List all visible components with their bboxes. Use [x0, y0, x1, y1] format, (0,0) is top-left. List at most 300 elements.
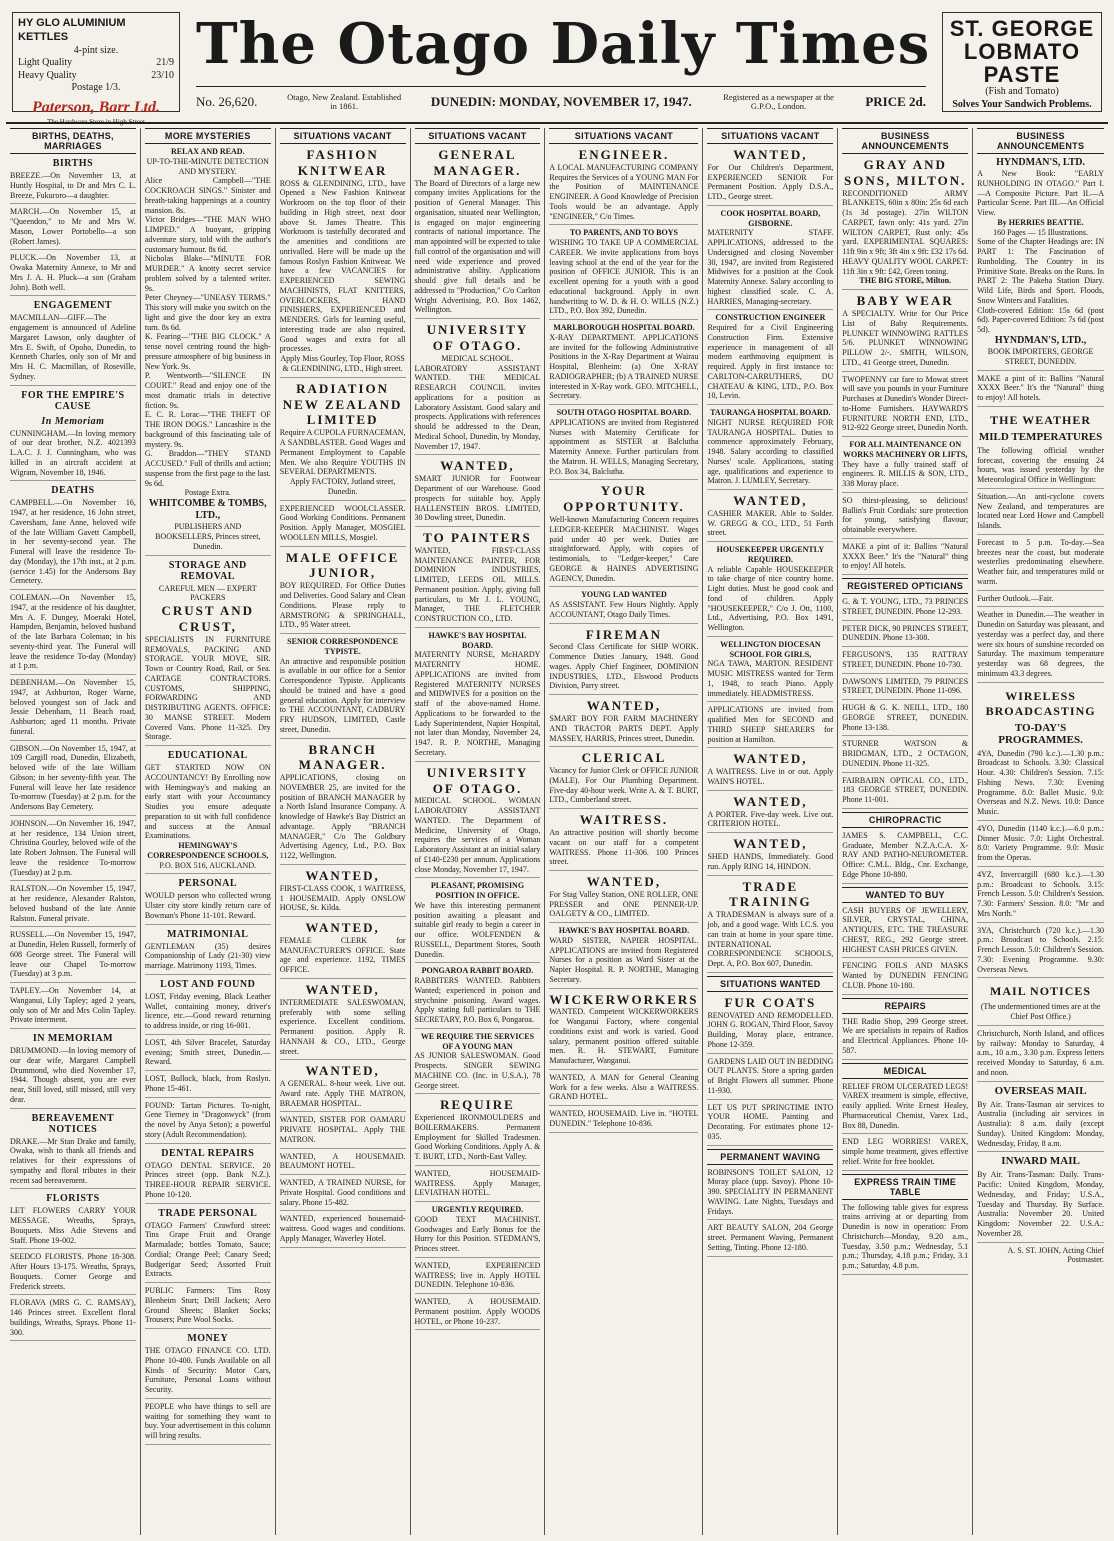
- weather-section: [977, 413, 1104, 683]
- job-advert: WANTED, A TRAINED NURSE, for Private Hospital. Good conditions and salary. Phone 15-482.: [280, 1178, 406, 1211]
- job-advert: [280, 920, 406, 979]
- book-listing: Victor Bridges—"THE MAN WHO LIMPED." A buoyant, gripping adventure story, told with the author's customary humour. 8s 6d.: [144, 215, 271, 254]
- book-listing: Nicholas Blake—"MINUTE FOR MURDER." A knotty secret service problem solved by a talented writer. 9s.: [144, 254, 271, 293]
- advert-body: WANTED. Competent WICKERWORKERS for Wanganui Factory, where congenial conditions exist and work is varied. Good salary, permanent position offered suitable men. R. H. STEWART, Furniture Manufacturer, Wanganui.: [549, 1007, 699, 1066]
- advert: END LEG WORRIES! VAREX, simple home treatment, gives effective relief. Write for free booklet.: [842, 1137, 968, 1170]
- mail-signature: A. S. ST. JOHN, Acting Chief Postmaster.: [1007, 1245, 1104, 1265]
- job-advert: [549, 698, 698, 747]
- advert: LET US PUT SPRINGTIME INTO YOUR HOME. Painting and Decorating. For estimates phone 12-035.: [707, 1103, 833, 1146]
- issue-number: No. 26,620.: [196, 94, 258, 110]
- firm-name: HYNDMAN'S, LTD.: [996, 157, 1085, 168]
- advert-body: MEDICAL SCHOOL. WOMAN LABORATORY ASSISTANT WANTED. The Department of Medicine, University of Otago, requires the services of a Woman Laboratory Assistant at an initial salary of £140-£230 per annum. Applications close Monday, November 17, 1947.: [414, 796, 541, 874]
- dateline-bar: [196, 86, 926, 112]
- notice: TAPLEY.—On November 14, at Wanganui, Lily Tapley; aged 2 years, only son of Mr and Mrs Colin Tapley. Private interment.: [10, 986, 136, 1029]
- section-heading: MATRIMONIAL: [167, 928, 249, 940]
- job-advert: [549, 926, 698, 989]
- advert-body: Vacancy for Junior Clerk or OFFICE JUNIOR (MALE). For Our Plumbing Department. Five-day 40-hour week. Write A. & T. BURT, LTD., Cumberland street.: [549, 766, 699, 805]
- notice: CUNNINGHAM.—In loving memory of our dear brother, N.Z. 4021393 L.A.C. J. J. Cunningham, who was killed in an aircraft accident at Wigram, November 18, 1946.: [10, 429, 136, 482]
- job-advert: [415, 1097, 541, 1166]
- section-heading: PERSONAL: [178, 878, 237, 890]
- firm-address: P.O. BOX 516, AUCKLAND.: [159, 860, 257, 870]
- advert: FENCING FOILS AND MASKS Wanted by DUNEDIN FENCING CLUB. Phone 10-180.: [842, 961, 968, 994]
- optician-listing: PETER DICK, 90 PRINCES STREET, DUNEDIN. Phone 13-308.: [842, 624, 968, 648]
- advert-lead: WE REQUIRE THE SERVICES OF A YOUNG MAN: [420, 1031, 535, 1051]
- job-advert: WANTED, A HOUSEMAID. Permanent position. Apply WOODS HOTEL, or Phone 10-237.: [415, 1297, 541, 1330]
- business-advert: TWOPENNY car fare to Mowat street will save you pounds in your Furniture Purchases at Dunedin's Wonder Direct-to-Home Furnishers. HAYWARD'S FURNITURE NORTH END, LTD., 912-922 George street, Dunedin North.: [842, 375, 968, 438]
- business-advert: [842, 440, 968, 493]
- section-heading: MONEY: [187, 1333, 229, 1345]
- column-heading: SITUATIONS VACANT: [415, 128, 541, 144]
- kettle-brand-logo: Paterson, Barr Ltd.: [31, 98, 160, 116]
- job-advert: [707, 794, 833, 833]
- mail-text: By Air. Trans-Tasman air services to Australia (including air services in Australia): 8 a.m. daily (except Sunday). United Kingdom: Monday, Wednesday, Friday, 8 a.m.: [977, 1100, 1104, 1153]
- job-advert: [707, 408, 833, 490]
- job-advert: [549, 147, 698, 225]
- notice: CAMPBELL.—On November 16, 1947, at her residence, 16 John street, Caversham, Jane Anne, beloved wife of the late William Gavett Campbell, in her seventy-second year. The Funeral will leave the residence To-day (Monday), the 17th inst., at 2 p.m. (service 1.45) for the Andersons Bay Cemetery.: [10, 498, 136, 590]
- notice: WOULD person who collected wrong Ulster city store kindly return care of Bowman's Phone 11-101. Reward.: [145, 891, 271, 924]
- mail-text: Christchurch, North Island, and offices by railway: Monday to Saturday, 4 a.m., 10 a.m., 3.30 p.m. Express letters received Monday to Saturday, 6 a.m. and noon.: [977, 1029, 1104, 1082]
- notice: OTAGO DENTAL SERVICE. 20 Princes street (opp. Bank N.Z.). THREE-HOUR REPAIR SERVICE. Phone 10-120.: [145, 1161, 271, 1204]
- advert-lead: UNIVERSITY OF OTAGO.: [426, 764, 529, 796]
- book-price: Cloth-covered Edition: 15s 6d (post 6d). Paper-covered Edition: 7s 6d (post 5d).: [977, 305, 1104, 335]
- section-heading: FOR THE EMPIRE'S CAUSE: [21, 389, 125, 412]
- optician-listing: FERGUSON'S, 135 RATTRAY STREET, DUNEDIN. Phone 10-730.: [842, 650, 968, 674]
- advert-body: SPECIALISTS IN FURNITURE REMOVALS, PACKING AND STORAGE. YOUR MOVE, SIR. Town or Country Road, Rail, or Sea. CARTAGE CONTRACTORS. CUSTOMS, SHIPPING, FORWARDING AND DISTRIBUTING AGENTS. OFFICE: 30 MANSE STREET. Modern Covered Vans. Phone 11-325. Dry Storage.: [144, 634, 271, 742]
- advert-body: For Our Children's Department, EXPERIENCED SENIOR For Permanent Position. Apply D.S.A., LTD., George street.: [707, 162, 834, 202]
- job-advert: [415, 1032, 541, 1095]
- inward-heading: INWARD MAIL: [1001, 1155, 1080, 1168]
- notice: PUBLIC Farmers: Tins Rosy Blenheim Sturt; Drill Jackets; Aero Ground Sheets; Blanket Socks; Trousers; Pure Wool Socks.: [145, 1286, 271, 1329]
- storage-advert: [145, 584, 271, 746]
- optician-listing: FAIRBAIRN OPTICAL CO., LTD., 183 GEORGE STREET, DUNEDIN. Phone 11-001.: [842, 776, 968, 809]
- newspaper-title: The Otago Daily Times: [196, 11, 931, 77]
- advert-body: FIRST-CLASS COOK, 1 WAITRESS, 1 HOUSEMAID. Apply ONSLOW HOUSE, St. Kilda.: [279, 883, 406, 913]
- advert-lead: FIREMAN: [585, 626, 662, 642]
- firm-address: BOOK IMPORTERS, GEORGE STREET, DUNEDIN.: [987, 347, 1094, 366]
- advert-body: SMART BOY FOR FARM MACHINERY AND TRACTOR PARTS DEPT. Apply MASSEY, HARRIS, Princes street, Dunedin.: [549, 714, 699, 743]
- advert-apply: Apply FACTORY, Jutland street, Dunedin.: [289, 477, 396, 496]
- firm-name: CRUST AND CRUST,: [161, 603, 255, 634]
- advert-lead: COOK HOSPITAL BOARD, GISBORNE.: [720, 208, 821, 228]
- advert-body: GET STARTED NOW ON ACCOUNTANCY! By Enrolling now with Hemingway's and making an early start with your Accountancy Studies you ensure adequate preparation to sit with full confidence and success at the Annual Examinations.: [144, 763, 271, 841]
- job-advert: [549, 812, 698, 871]
- lobmato-line2: LOBMATO: [963, 39, 1081, 65]
- section-heading: ENGAGEMENT: [33, 300, 113, 312]
- established-line: Otago, New Zealand. Established in 1861.: [287, 92, 402, 112]
- registration-line: Registered as a newspaper at the G.P.O., London.: [723, 92, 834, 112]
- book-listing: Alice Campbell—"THE COCKROACH SINGS." Sinister and breath-taking happenings at a country mansion. 8s.: [144, 176, 271, 215]
- weather-text: Situation.—An anti-cyclone covers New Zealand, and temperatures are located near Lord Howe and Campbell Islands.: [977, 492, 1104, 535]
- notice: OTAGO Farmers' Crawford street: Tins Grape Fruit and Orange Marmalade; bottles Tomato, Sauce; Cordial; Orange Peel; Canary Seed; Budgerigar Seed; Assorted Fruit Extracts.: [145, 1221, 271, 1284]
- column-5: [545, 128, 703, 1535]
- advert: RELIEF FROM ULCERATED LEGS! VAREX treatment is simple, effective, easily applied. Write Ernest Healey, Pharmaceutical Chemist, Varex Ltd., Box 88, Dunedin.: [842, 1082, 968, 1135]
- job-advert: [415, 765, 541, 879]
- job-advert: [415, 631, 541, 762]
- advert-lead: WANTED,: [305, 981, 380, 997]
- advert-apply: Apply Miss Gourley, Top Floor, ROSS & GLENDINING, LTD., High street.: [280, 354, 405, 373]
- advert-lead: WANTED,: [733, 493, 808, 509]
- business-advert: [842, 293, 968, 371]
- optician-listing: G. & T. YOUNG, LTD., 73 PRINCES STREET, DUNEDIN. Phone 12-293.: [842, 597, 968, 621]
- job-advert: [280, 742, 406, 865]
- advert-lead: REQUIRE: [440, 1097, 515, 1113]
- job-advert: [549, 874, 698, 923]
- advert: CASH BUYERS OF JEWELLERY, SILVER, CRYSTAL, CHINA, ANTIQUES, ETC. THE TREASURE CHEST, REG., 292 George street. HIGHEST CASH PRICES GIVEN.: [842, 906, 968, 959]
- advert-body: Second Class Certificate for SHIP WORK. Commence Duties January, 1948. Good wages. Apply Chief Engineer, DOMINION INDUSTRIES, LTD., Elswood Products Division, Parry street.: [549, 642, 699, 691]
- advert: THE Radio Shop, 299 George street. We are specialists in repairs of Radios and Electrical Appliances. Phone 10-587.: [842, 1017, 968, 1060]
- programme-listing: 4YO, Dunedin (1140 k.c.).—6.0 p.m.: Dinner Music. 7.0: Light Orchestral. 8.0: Variety Programme. 9.0: Music from the Operas.: [977, 824, 1104, 867]
- advert-body: We have this interesting permanent position awaiting a pleasant and suitable girl ready to begin a career in our office. WOLFENDEN & RUSSELL, Department Stores, South Dunedin.: [414, 900, 541, 959]
- section-heading: LOST AND FOUND: [160, 978, 256, 990]
- kettle-size: 4-pint size.: [73, 44, 119, 56]
- advert-body: SMART JUNIOR for Footwear Department of our Warehouse. Good prospects for suitable boy. Apply HALLENSTEIN BROS. LIMITED, 30 Dowling street, Dunedin.: [414, 474, 541, 523]
- section-heading: TRADE PERSONAL: [158, 1207, 258, 1219]
- advert-body: APPLICATIONS, closing on NOVEMBER 25, are invited for the position of BRANCH MANAGER by a North Island Insurance Company. A knowledge of Hawke's Bay District an advantage. Apply "BRANCH MANAGER," C/o The Goldbury Advertising Agency, Ltd., P.O. Box 1122, Wellington.: [279, 773, 406, 861]
- optician-listing: HUGH & G. K. NEILL, LTD., 180 GEORGE STREET, DUNEDIN. Phone 13-138.: [842, 703, 968, 736]
- section-heading: DEATHS: [51, 485, 95, 497]
- column-2: [141, 128, 276, 1535]
- advert-body: An attractive and responsible position is available in our office for a Senior Correspondence Typiste. Applicants should be trained and have a good general education. Apply for interview to THE ACCOUNTANT, CADBURY FRY HUDSON, LIMITED, Castle street, Dunedin.: [279, 656, 406, 734]
- column-heading: BUSINESS ANNOUNCEMENTS: [977, 128, 1104, 154]
- wireless-heading: WIRELESS BROADCASTING: [985, 688, 1096, 718]
- advert-lead: WANTED,: [733, 836, 808, 852]
- kettle-light-label: Light Quality: [18, 57, 73, 68]
- job-advert: [415, 530, 541, 628]
- advert-lead: TAURANGA HOSPITAL BOARD.: [710, 408, 831, 418]
- advert-body: RENOVATED AND REMODELLED. JOHN G. ROGAN, Third Floor, Savoy Building, Moray place, entrance. Phone 12-359.: [707, 1010, 834, 1049]
- job-advert: [549, 627, 698, 696]
- advert-body: A LOCAL MANUFACTURING COMPANY Requires the Services of a YOUNG MAN For the Position of MAINTENANCE ENGINEER. A Good Knowledge of Precision Tools would be an advantage. Apply "ENGINEER," C/o Times.: [549, 162, 699, 221]
- kettle-heading: HY GLO ALUMINIUM KETTLES: [18, 17, 126, 43]
- notice: GIBSON.—On November 15, 1947, at 109 Cargill road, Dunedin, Elizabeth, beloved wife of the late William Gibson; in her seventy-fifth year. The Funeral will leave her late residence To-morrow (Tuesday) at 2 p.m. for the Andersons Bay Cemetery.: [10, 744, 136, 816]
- advert-body: ROSS & GLENDINING, LTD., have Opened a New Fashion Knitwear Workroom on the top floor of their building in High street, next door above St. James Theatre. This Workroom is tastefully decorated and the amenities and conditions are unrivalled. Here will be made up the famous Roslyn Fashion Knitwear. We have a few VACANCIES for EXPERIENCED SEWING MACHINISTS, FLAT KNITTERS, OVERLOCKERS, HAND FINISHERS, EXPERIENCED and MENDERS. Girls for learning useful, interesting trade are also required. Good wages and extra for all processes.: [279, 178, 406, 354]
- advert-lead: BABY WEAR: [856, 293, 954, 309]
- job-advert: [707, 640, 833, 703]
- advert-body: The Board of Directors of a large new company invites Applications for the position of General Manager. This organisation, situated near Wellington, is engaged on major engineering contracts of national importance. The man appointed will be expected to take full control of the organisation and will need wide experience and proved administrative ability. Applications should give full details and be addressed to "Production," C/o Carlton Wright Advertising, P.O. Box 1462, Wellington.: [414, 178, 541, 315]
- job-advert: [280, 1063, 406, 1112]
- job-advert: [549, 750, 698, 809]
- advert-lead: WANTED,: [586, 874, 662, 890]
- section-heading: WANTED TO BUY: [842, 887, 968, 903]
- advert-body: A WAITRESS. Live in or out. Apply WAIN'S HOTEL.: [707, 767, 834, 787]
- notice: FOUND: Tartan Pictures. To-night, Gene Tierney in "Dragonwyck" (from the novel by Anya Seton); a powerful story (Adult Recommendation).: [145, 1101, 271, 1144]
- job-advert: [415, 881, 541, 963]
- advert-lead: WAITRESS.: [579, 812, 669, 828]
- advert-body: Required for a Civil Engineering Construction Firm. Extensive experience in management of all modern earthmoving equipment is required. Apply in first instance to: CARLTON-CARRUTHERS, DU CHATEAU & KING, LTD., P.O. Box 10, Levin.: [707, 323, 834, 401]
- optician-listing: DAWSON'S LIMITED, 79 PRINCES STREET, DUNEDIN. Phone 11-096.: [842, 677, 968, 701]
- column-heading: SITUATIONS VACANT: [549, 128, 698, 144]
- advert: GARDENS LAID OUT IN BEDDING OUT PLANTS. Store a spring garden of Bright Flowers all summer. Phone 11-930.: [707, 1057, 833, 1100]
- advert-body: WISHING TO TAKE UP A COMMERCIAL CAREER. We invite applications from boys leaving school at the end of the year for the position of OFFICE JUNIOR. This is an excellent opening for a youth with a good educational background. Apply in own handwriting to W. D. & H. O. WILLS (N.Z.) LTD., P.O. Box 392, Dunedin.: [549, 238, 699, 316]
- lobmato-line3: PASTE: [983, 62, 1061, 88]
- advert-body: SHED HANDS, Immediately. Good run. Apply RING 14, HINDON.: [707, 852, 834, 871]
- advert-body: RABBITERS WANTED. Rabbiters Wanted; experienced in poison and strychnine poisoning. Award wages. Apply stating full particulars to THE SECRETARY, P.O. Box 6, Pongaroa.: [414, 976, 541, 1025]
- column-6: [703, 128, 838, 1535]
- advert-body: FEMALE CLERK for MANUFACTURER'S OFFICE. State age and experience. 1192, TIMES OFFICE.: [279, 935, 406, 975]
- advert-body: A GENERAL. 8-hour week. Live out. Award rate. Apply THE MATRON, BRAEMAR HOSPITAL.: [279, 1079, 406, 1108]
- advert-lead: WANTED,: [305, 1063, 380, 1079]
- mail-section: [977, 984, 1104, 1268]
- section-heading: SITUATIONS WANTED: [707, 976, 833, 992]
- book-listing: Peter Cheyney—"UNEASY TERMS." This story will make you switch on the light and give the door key an extra turn. 8s 6d.: [144, 293, 271, 332]
- section-heading: CHIROPRACTIC: [842, 812, 968, 828]
- section-heading: BIRTHS: [52, 158, 94, 169]
- job-advert: [707, 836, 833, 875]
- notice: LOST, Bullock, black, from Roslyn. Phone 15-461.: [145, 1074, 271, 1098]
- job-advert: [549, 590, 698, 623]
- job-advert: [415, 458, 541, 527]
- advert-lead: TRADE TRAINING: [729, 878, 812, 910]
- column-heading: SITUATIONS VACANT: [707, 128, 833, 144]
- advert-lead: CLERICAL: [581, 750, 667, 766]
- advert-body: LABORATORY ASSISTANT WANTED. THE MEDICAL RESEARCH COUNCIL invites applications for a position as Laboratory Assistant. Good salary and prospects. Applications with references should be addressed to the Dean, Medical School, Dunedin, by Monday, November 17, 1947.: [414, 363, 541, 451]
- advert-lead: SOUTH OTAGO HOSPITAL BOARD.: [556, 408, 692, 418]
- notice: SEEDCO FLORISTS. Phone 18-308. After Hours 13-175. Wreaths, Sprays, Bouquets. Corner George and Frederick streets.: [10, 1252, 136, 1295]
- advert: ROBINSON'S TOILET SALON, 12 Moray place (upp. Savoy). Phone 10-390. SPECIALITY IN PERMANENT WAVING. Late Nights, Tuesdays and Fridays.: [707, 1168, 833, 1221]
- job-advert: [280, 868, 406, 917]
- advert-lead: TO PAINTERS: [423, 530, 532, 546]
- kettle-light-price: 21/9: [156, 57, 174, 68]
- notice: LET FLOWERS CARRY YOUR MESSAGE. Wreaths, Sprays, Bouquets. Miss Adie Stevens and Staff. Phone 19-002.: [10, 1206, 136, 1249]
- advert-lead: PLEASANT, PROMISING POSITION IN OFFICE.: [430, 881, 525, 901]
- advert-body: Require A CUPOLA FURNACEMAN, A SANDBLASTER. Good Wages and Permanent Employment to Capable Men. We also Require YOUTHS IN SEVERAL DEPARTMENTS.: [279, 428, 406, 477]
- advert-lead: WANTED,: [733, 147, 808, 162]
- wireless-subheading: TO-DAY'S PROGRAMMES.: [998, 721, 1083, 746]
- kettle-postage: Postage 1/3.: [71, 82, 121, 93]
- advert-body: INTERMEDIATE SALESWOMAN, preferably with some selling experience. Excellent conditions. Permanent position. Apply R. HANNAH & CO., LTD., George street.: [279, 997, 406, 1056]
- advert-lead: GRAY AND SONS, MILTON.: [843, 157, 967, 188]
- advert-lead: UNIVERSITY OF OTAGO.: [426, 322, 529, 354]
- advert-lead: WELLINGTON DIOCESAN SCHOOL FOR GIRLS,: [720, 639, 821, 659]
- advert-lead: BRANCH MANAGER.: [298, 741, 387, 773]
- advert-body: WARD SISTER, NAPIER HOSPITAL. APPLICATIONS are invited from Registered Nurses for a position as Ward Sister at the Napier Hospital. R. P. NORTHE, Managing Secretary.: [549, 935, 699, 984]
- advert-body: APPLICATIONS are invited from Registered Nurses with Maternity Certificate for appointment as SISTER at Balclutha Maternity Annexe. Further particulars from the Matron. H. WELLS, Managing Secretary, P.O. Box 34, Balclutha.: [549, 417, 699, 476]
- advert: JAMES S. CAMPBELL, C.C. Graduate, Member N.Z.A.C.A. X-RAY AND PATHO-NEUROMETER. Office: C.M.L. Bldg., Cnr. Exchange, Edge Phone 10-880.: [842, 831, 968, 884]
- job-advert: APPLICATIONS are invited from qualified Men for SECOND and THIRD SHEEP SHEARERS for position at Hamilton.: [707, 705, 833, 748]
- book-listing: K. Fearing—"THE BIG CLOCK." A tense novel centring round the high-pressure atmosphere of big business in New York. 9s.: [144, 332, 271, 371]
- advert-lead: URGENTLY REQUIRED.: [431, 1205, 524, 1215]
- job-advert: [707, 147, 833, 206]
- advert-body: GOOD TEXT MACHINIST. Goodwages and Early Bonus for the Hurry for this Position. STEDMAN'S, Princes street.: [414, 1214, 541, 1254]
- advert-lead: MALE OFFICE JUNIOR,: [285, 549, 400, 581]
- advert-body: AS ASSISTANT. Few Hours Nightly. Apply ACCOUNTANT, Otago Daily Times.: [549, 600, 699, 619]
- timetable: The following table gives for express trains arriving at or departing from Dunedin is now in operation: From Christchurch—Monday, 9.20 a.m., Tuesday, 3.50 p.m.; Wednesday, 5.1 p.m.; Thursday, 4.18 p.m.; Friday, 3.1 p.m.; Saturday, 4.8 p.m.: [842, 1203, 968, 1275]
- section-subheading: In Memoriam: [41, 415, 105, 427]
- job-advert: [415, 1205, 541, 1258]
- advert-lead: YOUNG LAD WANTED: [581, 590, 667, 600]
- book-listing: E. C. R. Lorac—"THE THEFT OF THE IRON DOGS." Lancashire is the background of this fascinating tale of mystery. 9s.: [144, 410, 271, 449]
- job-advert: [707, 751, 833, 790]
- firm-name: HYNDMAN'S, LTD.,: [994, 334, 1087, 346]
- firm-address: PUBLISHERS AND BOOKSELLERS, Princes street, Dunedin.: [155, 522, 261, 551]
- programme-listing: 4YZ, Invercargill (680 k.c.).—1.30 p.m.: Broadcast to Schools. 3.15: French Lesson. 5.0: Children's Session. 7.30: Farmers' Session. 8.0: "Mr and Mrs North.": [977, 870, 1104, 923]
- notice: DEBENHAM.—On November 15, 1947, at Ashburton, Roger Warne, beloved youngest son of Jack and Jessie Debenham, 11 Beach road, Ashburton; aged 11 months. Private funeral.: [10, 678, 136, 741]
- advert-body: NIGHT NURSE REQUIRED FOR TAURANGA HOSPITAL. Duties to commence approximately February, 1948. Salary according to classified Nurses' scale. Applications, stating age, qualifications and experience to Matron. J. LUMLEY, Secretary.: [707, 417, 834, 486]
- job-advert: [280, 550, 406, 634]
- book-chapters: Some of the Chapter Headings are: IN PART 1: The Fascination of Runholding. The Country in its Primitive State. Breaks on the Runs. In PART 2: The Pakeha Station Diary. Wild Life, Birds and Sport. Floods, Snow Winters and Fatalities.: [977, 237, 1104, 305]
- price: PRICE 2d.: [865, 94, 926, 110]
- columns: [6, 128, 1108, 1535]
- advert-body: NGA TAWA, MARTON. RESIDENT MUSIC MISTRESS wanted for Term 1, 1948, to teach Piano. Apply immediately. HEADMISTRESS.: [707, 659, 834, 698]
- advert-body: A SPECIALTY. Write for Our Price List of Baby Requirements. PLUNKET WINNOWING RATTLES 5/6. PLUNKET WINNOWING PILLOW 2/-. SMITH, WILSON, LTD., 41 George street, Dunedin.: [842, 309, 969, 367]
- wireless-section: [977, 689, 1104, 979]
- advert-body: An attractive position will shortly become vacant on our staff for a competent WAITRESS. Phone 11-306. 100 Princes street.: [549, 828, 699, 867]
- job-advert: [707, 879, 833, 973]
- job-advert: [707, 493, 833, 542]
- advert-body: WANTED, FIRST-CLASS MAINTENANCE PAINTER, FOR DOMINION INDUSTRIES, LIMITED, LEEDS OIL MILLS. Permanent position. Apply, giving full particulars, to Mr J. L. YOUNG, Manager, THE FLETCHER CONSTRUCTION CO., LTD.: [414, 545, 541, 624]
- advert-sub: MEDICAL SCHOOL.: [441, 353, 514, 363]
- advert-body: MATERNITY NURSE, McHARDY MATERNITY HOME. APPLICATIONS are invited from Registered MATERNITY NURSES and MIDWIVES for a position on the staff of the above-named Home. Applications to be forwarded to the Lady Superintendent, Napier Hospital, not later than Monday, November 24, 1947. R. P. NORTHE, Managing Secretary.: [414, 650, 541, 757]
- notice: BREEZE.—On November 13, at Huntly Hospital, to Dr and Mrs C. L. Breeze, Fukuroro—a daughter.: [10, 171, 136, 204]
- advert-lead: WANTED,: [733, 751, 808, 767]
- job-advert: [549, 323, 698, 405]
- advert-lead: WANTED,: [733, 793, 808, 809]
- overseas-heading: OVERSEAS MAIL: [994, 1084, 1087, 1097]
- left-ear-advert: [12, 12, 180, 126]
- advert-body: Well-known Manufacturing Concern requires LEDGER-KEEPER MACHINIST. Wages paid under 40 per week. Duties are straightforward. Apply, with copies of testimonials, to "Ledger-keeper," Care GEORGE & HAINES ADVERTISING AGENCY, Dunedin.: [549, 515, 699, 583]
- section-heading: EDUCATIONAL: [167, 750, 248, 762]
- notice: LOST, 4th Silver Bracelet, Saturday evening; Smith street, Dunedin.—Reward.: [145, 1038, 271, 1071]
- advert-body: A reliable Capable HOUSEKEEPER to take charge of nice country home. Light duties. Must be good cook and fond of children. Apply "HOUSEKEEPER," C/o J. Ott, 1100, Ltd., Advertising, P.O. Box 1491, Wellington.: [707, 564, 834, 633]
- advert-subtitle: UP-TO-THE-MINUTE DETECTION AND MYSTERY.: [146, 156, 269, 176]
- kettle-heavy-label: Heavy Quality: [18, 69, 77, 81]
- firm-name: WHITCOMBE & TOMBS, LTD.,: [148, 498, 267, 522]
- postage-note: Postage Extra.: [184, 488, 231, 498]
- notice: MACMILLAN—GIFF.—The engagement is announced of Adeline Margaret Lawson, only daughter of Mrs E. Swift, of Opoho, Dunedin, to Kenneth Charles, only son of Mr and Mrs H. C. Macmillan, of Roseville, Sydney.: [10, 313, 136, 385]
- advert-lead: SENIOR CORRESPONDENCE TYPISTE.: [287, 637, 399, 656]
- job-advert: WANTED, A HOUSEMAID. BEAUMONT HOTEL.: [280, 1152, 406, 1176]
- advert-line: CAREFUL MEN — EXPERT PACKERS: [158, 583, 257, 603]
- advert-lead: HAWKE'S BAY HOSPITAL BOARD.: [428, 630, 527, 650]
- notice: JOHNSON.—On November 16, 1947, at her residence, 134 Union street, Christina Gourley, beloved wife of the late Robert Johnson. The Funeral will leave the residence To-morrow (Tuesday) at 2 p.m.: [10, 819, 136, 882]
- advert-lead: WANTED,: [440, 458, 515, 474]
- advert-lead: TO PARENTS, AND TO BOYS: [569, 228, 678, 238]
- weather-subheading: MILD TEMPERATURES: [978, 430, 1103, 443]
- weather-text: Further Outlook.—Fair.: [977, 594, 1104, 608]
- advert-body: For Stag Valley Station, ONE ROLLER, ONE PRESSER and ONE PENNER-UP. OALGETY & CO., LIMITED.: [549, 889, 699, 919]
- advert: [707, 995, 833, 1054]
- lobmato-tagline: Solves Your Sandwich Problems.: [952, 98, 1092, 110]
- job-advert: WANTED, A MAN for General Cleaning Work for a few weeks. Also a WAITRESS. GRAND HOTEL.: [549, 1073, 698, 1106]
- advert-lead: WANTED,: [586, 698, 662, 714]
- advert-title: RELAX AND READ.: [170, 147, 245, 156]
- notice: LOST, Friday evening, Black Leather Wallet, containing money, driver's licence, etc.—Good reward returning to address inside, or ring 16-001.: [145, 992, 271, 1035]
- advert-body: AS JUNIOR SALESWOMAN. Good Prospects. SINGER SEWING MACHINE CO. (Inc. in U.S.A.), 78 George street.: [414, 1051, 541, 1090]
- kettle-brand-sub: The Hardware Store in High Street: [47, 117, 145, 126]
- notice: RALSTON.—On November 15, 1947, at her residence, Alexander Ralston, beloved husband of the late Annie Ralston. Funeral private.: [10, 884, 136, 927]
- notice: GENTLEMAN (35) desires Companionship of Lady (21-30) view marriage. Matrimony 1193, Times.: [145, 942, 271, 975]
- right-ear-advert: [942, 12, 1102, 112]
- advert-body: MATERNITY STAFF. APPLICATIONS, addressed to the Undersigned and closing November 30, 1947, are invited from Registered Midwives for a position at the Cook Maternity Annexe. Salary according to highest classified scale. C. A. HARRIES, Managing-secretary.: [707, 228, 834, 306]
- weather-text: Weather in Dunedin.—The weather in Dunedin on Saturday was pleasant, and yesterday was a perfect day, and there were six hours of sunshine recorded on Saturday. The maximum temperature yesterday was 68 degrees, the minimum 43.3 degrees.: [977, 610, 1104, 682]
- column-heading: BUSINESS ANNOUNCEMENTS: [842, 128, 968, 154]
- advert-lead: FOR ALL MAINTENANCE ON WORKS MACHINERY OR LIFTS,: [843, 440, 968, 459]
- notice: COLEMAN.—On November 15, 1947, at the residence of his daughter, Mrs A. F. Dungey, Moeraki Hotel, Hampden, Benjamin, beloved husband of the late Barbara Coleman; in his seventy-third year. The Funeral will leave the residence To-day (Monday) at 1 p.m.: [10, 593, 136, 675]
- column-8: [973, 128, 1108, 1535]
- section-heading: MEDICAL: [842, 1063, 968, 1079]
- optician-listing: STURNER WATSON & BRIDGMAN, LTD., 2 OCTAGON, DUNEDIN. Phone 11-325.: [842, 739, 968, 772]
- section-heading: STORAGE AND REMOVAL: [168, 559, 247, 582]
- mail-subheading: (The undermentioned times are at the Chief Post Office.): [977, 1002, 1104, 1026]
- kettle-heavy-price: 23/10: [151, 69, 174, 81]
- advert-body: A PORTER. Five-day week. Live out. CRITERION HOTEL.: [707, 809, 834, 829]
- programme-listing: 4YA, Dunedin (790 k.c.).—1.30 p.m.: Broadcast to Schools. 3.30: Classical Hour. 4.30: Children's Session. 7.15: Fishing News. 7.30: Evening Programme. 8.0: Ballet Music. 9.0: Overseas and N.Z. News. 10.0: Dance Music.: [977, 749, 1104, 821]
- section-heading: PERMANENT WAVING: [707, 1149, 833, 1165]
- notice: MARCH.—On November 15, at "Queendon," to Mr and Mrs W. Mason, Lower Portobello—a son (Robert James).: [10, 207, 136, 250]
- advert-lead: CONSTRUCTION ENGINEER: [715, 313, 826, 323]
- business-advert: MAKE a pint of it: Ballins "Natural XXXX Beer." It's the "Natural" thing to enjoy! All hotels.: [977, 374, 1104, 407]
- advert-body: X-RAY DEPARTMENT. APPLICATIONS are invited for the following Administrative Positions in the X-Ray Department at Wairau Hospital, Blenheim: (a) One X-RAY RADIOGRAPHER; (b) A TRAINED NURSE interested in X-Ray work. GEO. MITCHELL, Secretary.: [549, 332, 699, 401]
- column-4: [411, 128, 546, 1535]
- advert-lead: GENERAL MANAGER.: [433, 147, 522, 178]
- advert-lead: HOUSEKEEPER URGENTLY REQUIRED.: [716, 545, 825, 564]
- job-advert: [707, 209, 833, 311]
- advert-shop: THE BIG STORE, Milton.: [859, 276, 952, 286]
- column-1: [6, 128, 141, 1535]
- lobmato-sub: (Fish and Tomato): [985, 86, 1059, 98]
- book-author: By HERRIES BEATTIE.: [997, 217, 1084, 227]
- advert: ART BEAUTY SALON, 204 George street. Permanent Waving, Permanent Setting, Tinting. Phone 12-180.: [707, 1223, 833, 1256]
- advert-body: CASHIER MAKER. Able to Solder. W. GREGG & CO., LTD., 51 Forth street.: [707, 508, 834, 538]
- mail-text: By Air. Trans-Tasman: Daily. Trans-Pacific: United Kingdom, Monday, Wednesday, and Friday; U.S.A., Tuesday and Thursday. By Surface. Australia: November 20. United Kingdom: November 22. U.S.A.: November 28.: [977, 1170, 1104, 1242]
- weather-heading: THE WEATHER: [990, 412, 1092, 427]
- section-heading: DENTAL REPAIRS: [161, 1147, 255, 1159]
- book-pages: 160 Pages — 15 Illustrations.: [993, 227, 1089, 237]
- job-advert: [415, 322, 541, 455]
- business-advert: [842, 157, 968, 290]
- dateline: DUNEDIN: MONDAY, NOVEMBER 17, 1947.: [430, 94, 692, 110]
- advert-body: RECONDITIONED ARMY BLANKETS, 60in x 80in: 25s 6d each (1s 3d postage). 27in WILTON CARPET, fawn only: 41s yard. 27in WILTON CARPET, Rust only: 45s yard. EXPERIMENTAL SQUARES: 11ft 9in x 9ft; 3ft 4in x 9ft: £32 17s 6d. HEAVY QUALITY WOOL CARPET: 11ft 3in x 9ft: £42, Green toning.: [842, 188, 969, 276]
- section-heading: BEREAVEMENT NOTICES: [31, 1112, 115, 1135]
- advert-lead: FASHION KNITWEAR: [297, 147, 388, 178]
- advert-lead: YOUR OPPORTUNITY.: [563, 483, 685, 515]
- advert-body: Experienced IRONMOULDERS and BOILERMAKERS. Permanent Employment for Skilled Tradesmen. Good Working Conditions. Apply A. & T. BURT, LTD., North-East Valley.: [414, 1113, 541, 1162]
- job-advert: [549, 483, 698, 587]
- book-listing: P. Wentworth—"SILENCE IN COURT." Read and enjoy one of the most dramatic trials in detective fiction. 9s.: [144, 371, 271, 410]
- job-advert: [415, 966, 541, 1029]
- book-advert: [977, 157, 1104, 371]
- job-advert: [280, 982, 406, 1060]
- job-advert: [280, 147, 406, 378]
- business-advert: SO thirst-pleasing, so delicious! Ballin's Fruit Cordials: sure protection for young, satisfying flavour; obtainable everywhere.: [842, 496, 968, 539]
- advert-lead: HAWKE'S BAY HOSPITAL BOARD.: [558, 926, 690, 936]
- notice: PLUCK.—On November 13, at Owaka Maternity Annexe, to Mr and Mrs J. A. H. Pluck—a son (Graham John). Both well.: [10, 253, 136, 296]
- advert-body: They have a fully trained staff of engineers. R. MILLIS & SON, LTD., 338 Moray place.: [842, 459, 969, 489]
- weather-text: Forecast to 5 p.m. To-day.—Sea breezes near the coast, but moderate westerlies predominating elsewhere. Weather fair, and temperatures mild or warm.: [977, 538, 1104, 591]
- advert-body: A TRADESMAN is always sure of a job, and a good wage. With I.C.S. you can train at home in your spare time. INTERNATIONAL CORRESPONDENCE SCHOOLS, Dept. A, P.O. Box 607, Dunedin.: [707, 910, 834, 969]
- job-advert: [707, 313, 833, 405]
- job-advert: [707, 545, 833, 637]
- notice: DRUMMOND.—In loving memory of our dear wife, Margaret Campbell Drummond, who died November 17, 1944. Though absent, you are ever near, Still loved, still missed, still very dear.: [10, 1046, 136, 1109]
- education-advert: [145, 763, 271, 874]
- job-advert: [415, 147, 541, 319]
- bookseller-advert: [145, 147, 271, 556]
- advert-body: BOY REQUIRED. For Office Duties and Deliveries. Good Salary and Clean Conditions. Please reply to ARMSTRONG & SPRINGHALL, LTD., 95 Water street.: [279, 581, 406, 630]
- job-advert: WANTED, experienced housemaid-waitress. Good wages and conditions. Apply Manager, Waverley Hotel.: [280, 1214, 406, 1247]
- job-advert: WANTED, EXPERIENCED WAITRESS; live in. Apply HOTEL DUNEDIN. Telephone 10-836.: [415, 1261, 541, 1294]
- advert-lead: PONGAROA RABBIT BOARD.: [421, 966, 534, 976]
- firm-name: HEMINGWAY'S CORRESPONDENCE SCHOOLS,: [147, 841, 269, 860]
- job-advert: EXPERIENCED WOOLCLASSER. Good Working Conditions. Permanent Position. Apply Manager, MOSGIEL WOOLLEN MILLS, Mosgiel.: [280, 504, 406, 547]
- weather-text: The following official weather forecast, covering the ensuing 24 hours, was issued yesterday by the Meteorological Office in Wellington:: [977, 446, 1104, 489]
- advert-lead: WANTED,: [305, 920, 380, 936]
- job-advert: [549, 408, 698, 480]
- notice: RUSSELL.—On November 15, 1947, at Dunedin, Helen Russell, formerly of 608 George street. The Funeral will leave our Chapel To-morrow (Tuesday) at 3 p.m.: [10, 930, 136, 983]
- column-heading: SITUATIONS VACANT: [280, 128, 406, 144]
- advert-lead: RADIATION NEW ZEALAND LIMITED: [282, 380, 403, 428]
- notice: DRAKE.—Mr Stan Drake and family, Owaka, wish to thank all friends and relatives for their expressions of sympathy and floral tributes in their recent sad bereavement.: [10, 1137, 136, 1190]
- section-heading: IN MEMORIAM: [32, 1033, 114, 1044]
